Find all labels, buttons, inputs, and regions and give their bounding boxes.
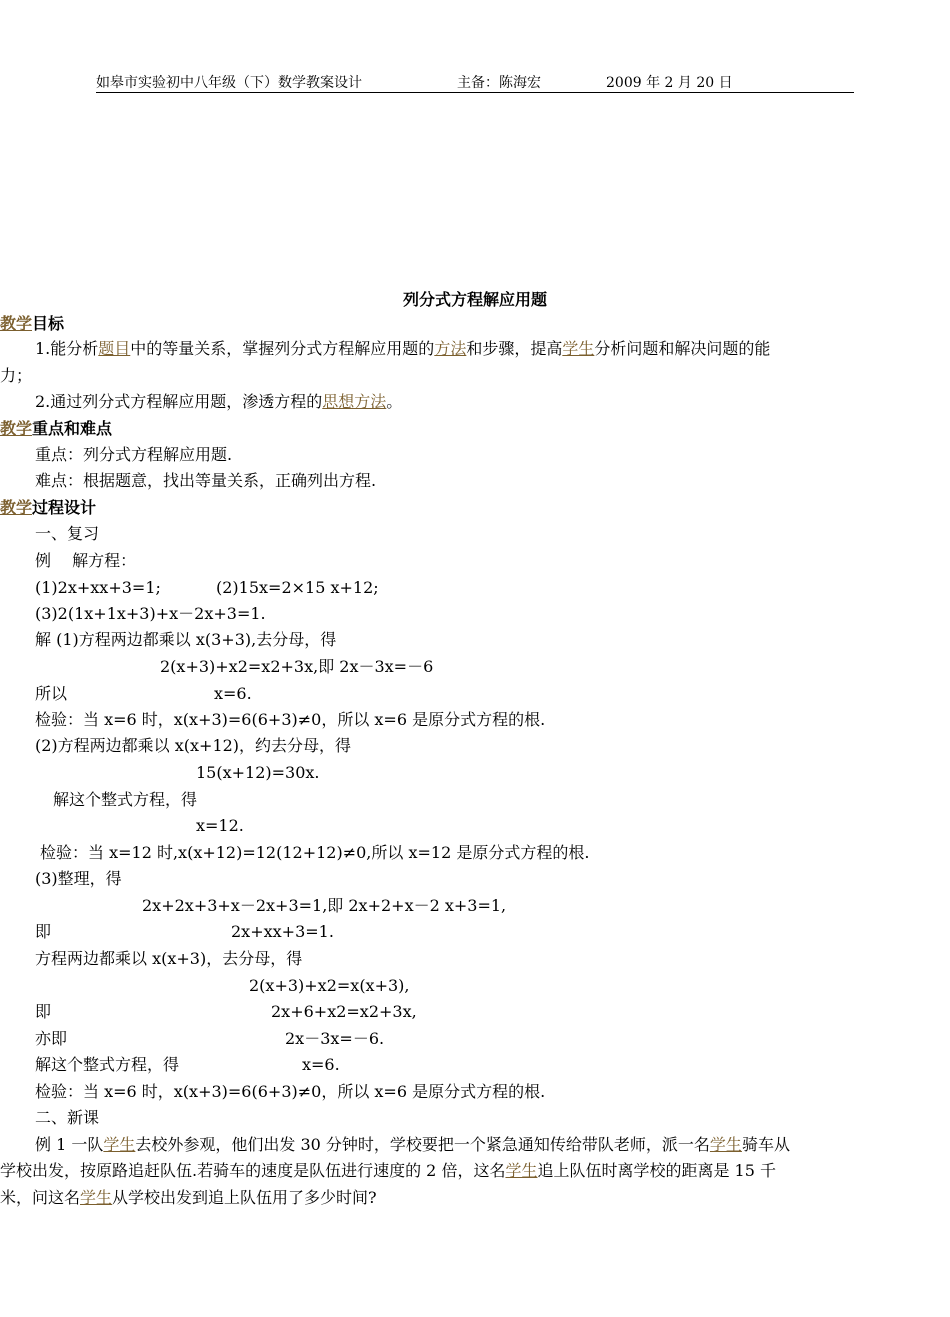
section-heading-focus: 教学重点和难点 <box>0 419 113 438</box>
goal-2: 2.通过列分式方程解应用题，渗透方程的思想方法。 <box>35 392 403 411</box>
solution-3-line-4: 2x+6+x2=x2+3x, <box>271 1002 417 1021</box>
section-heading-process: 教学过程设计 <box>0 498 97 517</box>
link-jiaoxue[interactable]: 教学 <box>0 419 33 438</box>
link-sixiang-fangfa[interactable]: 思想方法 <box>322 392 387 411</box>
solution-3-ji-1: 即 <box>35 922 52 941</box>
page-title: 列分式方程解应用题 <box>402 290 547 309</box>
link-xuesheng[interactable]: 学生 <box>562 339 595 358</box>
solution-3-line-5: 2x－3x=－6. <box>285 1029 385 1048</box>
solution-3-yiji: 亦即 <box>35 1029 68 1048</box>
solution-2-intro: (2)方程两边都乘以 x(x+12)，约去分母，得 <box>35 736 352 755</box>
goal-1-line-1: 1.能分析题目中的等量关系，掌握列分式方程解应用题的方法和步骤，提高学生分析问题和解决问题的能 <box>35 339 771 358</box>
link-fangfa[interactable]: 方法 <box>434 339 467 358</box>
review-eq-3: (3)2(1x+1x+3)+x－2x+3=1. <box>35 604 266 623</box>
example-1-line-3: 米，问这名学生从学校出发到追上队伍用了多少时间? <box>0 1188 377 1207</box>
link-timu[interactable]: 题目 <box>98 339 131 358</box>
solution-1-so: 所以 <box>35 684 68 703</box>
review-eq-2: (2)15x=2×15 x+12; <box>216 578 379 597</box>
solution-3-ji-2: 即 <box>35 1002 52 1021</box>
solution-2-line: 15(x+12)=30x. <box>196 763 320 782</box>
solution-1-check: 检验：当 x=6 时，x(x+3)=6(6+3)≠0，所以 x=6 是原分式方程的根. <box>35 710 546 729</box>
solution-2-check: 检验：当 x=12 时,x(x+12)=12(12+12)≠0,所以 x=12 是原分式方程的根. <box>40 843 590 862</box>
review-eq-1: (1)2x+xx+3=1; <box>35 578 161 597</box>
example-1-line-1: 例 1 一队学生去校外参观，他们出发 30 分钟时，学校要把一个紧急通知传给带队老师，派一名学生骑车从 <box>35 1135 790 1154</box>
link-jiaoxue[interactable]: 教学 <box>0 314 33 333</box>
header-school: 如皋市实验初中八年级（下）数学教案设计 <box>96 75 362 91</box>
header-author: 主备：陈海宏 <box>457 75 541 91</box>
link-xuesheng[interactable]: 学生 <box>709 1135 742 1154</box>
link-jiaoxue[interactable]: 教学 <box>0 498 33 517</box>
solution-3-intro: (3)整理，得 <box>35 869 122 888</box>
review-example: 例 解方程： <box>35 551 137 570</box>
solution-3-x: x=6. <box>302 1055 340 1074</box>
focus-key: 重点：列分式方程解应用题. <box>35 445 233 464</box>
newlesson-heading: 二、新课 <box>35 1108 100 1127</box>
solution-1-intro: 解 (1)方程两边都乘以 x(3+3),去分母，得 <box>35 630 337 649</box>
solution-1-line: 2(x+3)+x2=x2+3x,即 2x－3x=－6 <box>160 657 434 676</box>
header-date: 2009 年 2 月 20 日 <box>606 75 733 91</box>
solution-3-mult: 方程两边都乘以 x(x+3)，去分母，得 <box>35 949 303 968</box>
solution-1-x: x=6. <box>214 684 252 703</box>
goal-1-line-2: 力； <box>0 366 33 385</box>
page-header <box>96 72 854 93</box>
solution-2-x: x=12. <box>196 816 244 835</box>
section-heading-goals: 教学目标 <box>0 314 65 333</box>
solution-3-solve: 解这个整式方程，得 <box>35 1055 180 1074</box>
link-xuesheng[interactable]: 学生 <box>103 1135 136 1154</box>
link-xuesheng[interactable]: 学生 <box>80 1188 113 1207</box>
solution-3-line-3: 2(x+3)+x2=x(x+3), <box>249 976 410 995</box>
focus-hard: 难点：根据题意，找出等量关系，正确列出方程. <box>35 471 377 490</box>
example-1-line-2: 学校出发，按原路追赶队伍.若骑车的速度是队伍进行速度的 2 倍，这名学生追上队伍时离学校的距离是 15 千 <box>0 1161 777 1180</box>
review-heading: 一、复习 <box>35 524 100 543</box>
link-xuesheng[interactable]: 学生 <box>505 1161 538 1180</box>
solution-2-solve: 解这个整式方程，得 <box>53 790 198 809</box>
solution-3-line-1: 2x+2x+3+x－2x+3=1,即 2x+2+x－2 x+3=1, <box>142 896 507 915</box>
solution-3-line-2: 2x+xx+3=1. <box>231 922 334 941</box>
solution-3-check: 检验：当 x=6 时，x(x+3)=6(6+3)≠0，所以 x=6 是原分式方程的根. <box>35 1082 546 1101</box>
